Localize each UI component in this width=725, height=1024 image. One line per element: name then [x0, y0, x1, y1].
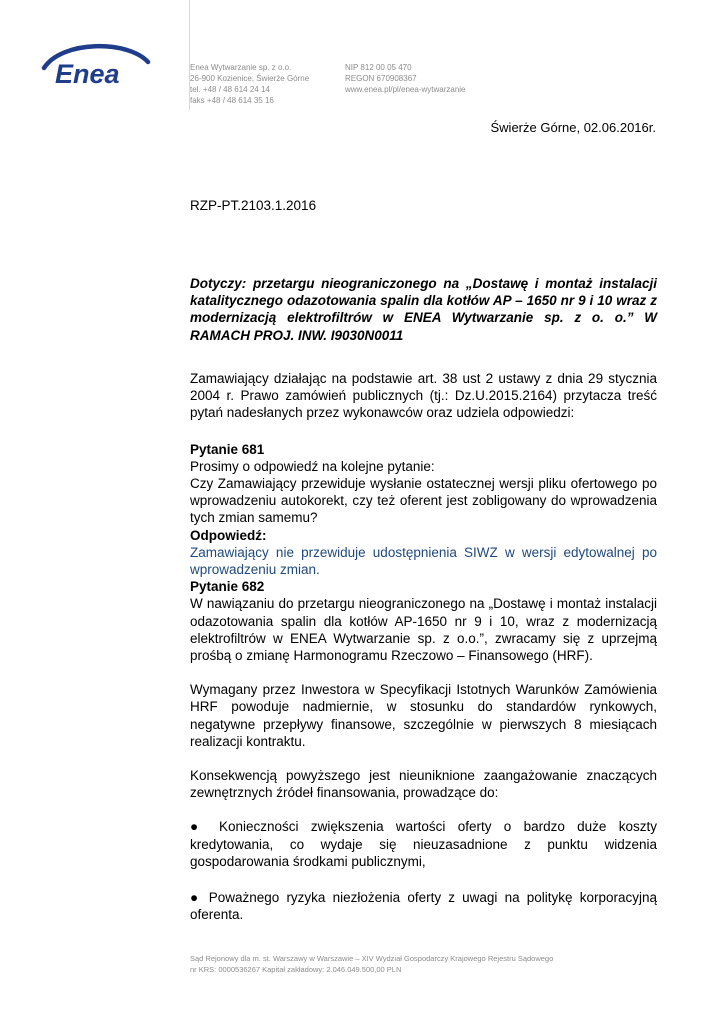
- company-nip: NIP 812 00 05 470: [345, 63, 412, 72]
- company-website: www.enea.pl/pl/enea-wytwarzanie: [345, 85, 466, 94]
- company-regon: REGON 670908367: [345, 74, 417, 83]
- question-681-title: Pytanie 681: [190, 441, 265, 457]
- question-682-paragraph-2: Wymagany przez Inwestora w Specyfikacji Istotnych Warunków Zamówienia HRF powoduje nadmiernie, w stosunku do standardów rynkowych, negatywne przepływy finansowe, szczególnie w pierwszych 8 miesiącach realizacji kontraktu.: [190, 682, 657, 749]
- enea-logo: [40, 42, 152, 86]
- logo-text: Enea: [55, 59, 120, 86]
- header-company-info: [190, 62, 309, 106]
- question-681-text: Czy Zamawiający przewiduje wysłanie ostatecznej wersji pliku ofertowego po wprowadzeniu autokorekt, czy też oferent jest zobligowany do wprowadzenia tych zmian samemu?: [190, 476, 657, 526]
- letter-date: Świerże Górne, 02.06.2016r.: [490, 120, 656, 135]
- footer-court: Sąd Rejonowy dla m. st. Warszawy w Warszawie – XIV Wydział Gospodarczy Krajowego Rejestru Sądowego: [190, 954, 554, 963]
- letter-subject: Dotyczy: przetargu nieograniczonego na „Dostawę i montaż instalacji katalitycznego odazotowania spalin dla kotłów AP – 1650 nr 9 i 10 wraz z modernizacją elektrofiltrów w ENEA Wytwarzanie sp. z o. o.” W RAMACH PROJ. INW. I9030N0011: [190, 276, 657, 343]
- company-address: 26-900 Kozienice, Świerże Górne: [190, 74, 310, 83]
- letter-body: [190, 370, 657, 923]
- question-682-bullet-1: ● Konieczności zwiększenia wartości oferty o bardzo duże koszty kredytowania, co wydaje się nieuzasadnione z punktu widzenia gospodarowania środkami publicznymi,: [190, 819, 657, 869]
- header-registration-info: [345, 62, 466, 95]
- question-682-title: Pytanie 682: [190, 579, 265, 595]
- footer-krs: nr KRS: 0000536267 Kapitał zakładowy: 2.046.049.500,00 PLN: [190, 965, 402, 974]
- reference-number: RZP-PT.2103.1.2016: [190, 198, 317, 213]
- company-phone: tel. +48 / 48 614 24 14: [190, 85, 270, 94]
- letter-footer: [190, 953, 553, 975]
- answer-681-label: Odpowiedź:: [190, 527, 267, 543]
- question-682-bullet-2: ● Poważnego ryzyka niezłożenia oferty z uwagi na politykę korporacyjną oferenta.: [190, 890, 657, 923]
- company-name: Enea Wytwarzanie sp. z o.o.: [190, 63, 292, 72]
- question-681-line1: Prosimy o odpowiedź na kolejne pytanie:: [190, 458, 435, 474]
- answer-681-text: Zamawiający nie przewiduje udostępnienia SIWZ w wersji edytowalnej po wprowadzeniu zmian.: [190, 544, 657, 578]
- question-682-paragraph-1: W nawiązaniu do przetargu nieograniczonego na „Dostawę i montaż instalacji odazotowania spalin dla kotłów AP-1650 nr 9 i 10, wraz z modernizacją elektrofiltrów w ENEA Wytwarzanie sp. z o.o.”, zwracamy się z uprzejmą prośbą o zmianę Harmonogramu Rzeczowo – Finansowego (HRF).: [190, 596, 657, 664]
- company-fax: faks +48 / 48 614 35 16: [190, 96, 274, 105]
- intro-paragraph: Zamawiający działając na podstawie art. 38 ust 2 ustawy z dnia 29 stycznia 2004 r. Prawo zamówień publicznych (tj.: Dz.U.2015.2164) przytacza treść pytań nadesłanych przez wykonawców oraz udziela odpowiedzi:: [190, 371, 657, 421]
- question-682-paragraph-3: Konsekwencją powyższego jest nieuniknione zaangażowanie znaczących zewnętrznych źródeł finansowania, prowadzące do:: [190, 768, 657, 801]
